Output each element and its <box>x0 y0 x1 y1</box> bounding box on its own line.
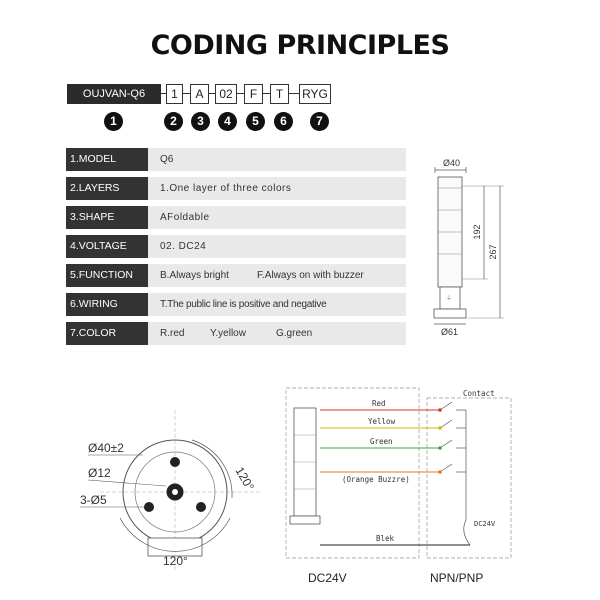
model-code-box: OUJVAN-Q6 <box>67 84 161 104</box>
dimension-drawing <box>420 150 530 350</box>
spec-value <box>148 293 406 316</box>
caption-dc24v: DC24V <box>308 571 347 585</box>
spec-row-layers <box>66 177 406 200</box>
spec-label: 3.SHAPE <box>66 206 148 229</box>
spec-value-text: T.The public line is positive and negative <box>160 299 327 310</box>
spec-row-shape <box>66 206 406 229</box>
code-dash <box>237 93 244 94</box>
contact-label: Contact <box>463 389 495 398</box>
spec-label: 5.FUNCTION <box>66 264 148 287</box>
contact-box <box>427 398 511 558</box>
wire-label-yellow: Yellow <box>368 417 396 426</box>
ground-icon: ⏚ <box>446 296 453 302</box>
spec-row-model <box>66 148 406 171</box>
marker-1: 1 <box>104 112 123 131</box>
spec-row-function <box>66 264 406 287</box>
spec-row-wiring <box>66 293 406 316</box>
code-box-layers: 1 <box>166 84 183 104</box>
height-total-label: 267 <box>488 244 498 260</box>
wire-label-black: Blek <box>376 534 395 543</box>
outer-diameter-label: Ø40±2 <box>88 441 124 455</box>
wire-label-green: Green <box>370 437 393 446</box>
spec-label: 6.WIRING <box>66 293 148 316</box>
marker-2: 2 <box>164 112 183 131</box>
screw-holes-label: 3-Ø5 <box>80 493 107 507</box>
switch-contacts <box>438 408 442 474</box>
spec-value-text: F.Always on with buzzer <box>257 270 364 281</box>
marker-6: 6 <box>274 112 293 131</box>
angle-top-label: 120° <box>232 464 257 494</box>
spec-label: 1.MODEL <box>66 148 148 171</box>
spec-value <box>148 235 406 258</box>
marker-5: 5 <box>246 112 265 131</box>
screw-hole <box>170 457 180 467</box>
code-dash <box>289 93 299 94</box>
code-box-color: RYG <box>299 84 331 104</box>
screw-hole <box>196 502 206 512</box>
spec-value-text: Y.yellow <box>210 328 246 339</box>
top-diameter-label: Ø40 <box>443 158 461 168</box>
spec-value <box>148 264 406 287</box>
spec-value-text: 02. DC24 <box>160 241 207 252</box>
angle-bottom-label: 120° <box>163 554 188 568</box>
wire-label-orange: (Orange Buzzre) <box>342 475 410 484</box>
code-dash <box>263 93 270 94</box>
spec-value <box>148 322 406 345</box>
marker-3: 3 <box>191 112 210 131</box>
code-dash <box>183 93 190 94</box>
tower-base <box>434 309 466 318</box>
spec-value <box>148 177 406 200</box>
spec-value <box>148 148 406 171</box>
supply-label: DC24V <box>474 520 496 528</box>
base-view-drawing <box>60 400 280 575</box>
spec-value-text: G.green <box>276 328 313 339</box>
code-box-wiring: T <box>270 84 289 104</box>
screw-hole <box>144 502 154 512</box>
spec-label: 7.COLOR <box>66 322 148 345</box>
hole-diameter-label: Ø12 <box>88 466 111 480</box>
spec-value-text: 1.One layer of three colors <box>160 183 292 194</box>
wire-label-red: Red <box>372 399 386 408</box>
spec-label: 4.VOLTAGE <box>66 235 148 258</box>
spec-value-text: AFoldable <box>160 212 210 223</box>
height-upper-label: 192 <box>472 224 482 240</box>
code-box-function: F <box>244 84 263 104</box>
spec-row-color <box>66 322 406 345</box>
spec-label: 2.LAYERS <box>66 177 148 200</box>
base-diameter-label: Ø61 <box>441 327 459 337</box>
page-title: CODING PRINCIPLES <box>150 30 450 61</box>
spec-value-text: R.red <box>160 328 185 339</box>
marker-4: 4 <box>218 112 237 131</box>
spec-row-voltage <box>66 235 406 258</box>
spec-value-text: B.Always bright <box>160 270 229 281</box>
code-box-shape: A <box>190 84 209 104</box>
caption-npn-pnp: NPN/PNP <box>430 571 484 585</box>
wiring-diagram <box>280 380 520 590</box>
marker-7: 7 <box>310 112 329 131</box>
code-box-voltage: 02 <box>215 84 237 104</box>
spec-value-text: Q6 <box>160 154 174 165</box>
spec-value <box>148 206 406 229</box>
